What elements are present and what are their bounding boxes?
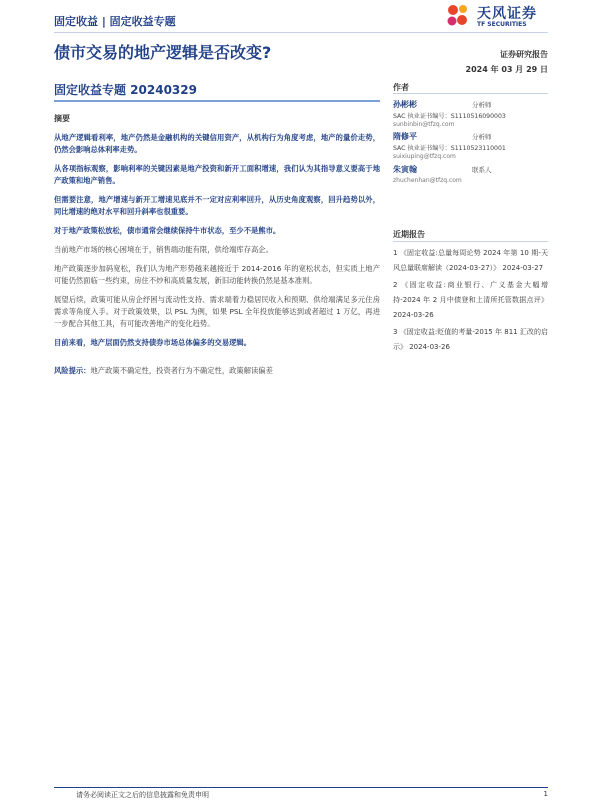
recent-report-item[interactable]: 3 《固定收益:贬值的考量-2015 年 811 汇改的启示》 2024-03-26 [393,328,548,351]
recent-report-item[interactable]: 1 《固定收益:总量每周论势 2024 年第 10 期-天风总量联席解读（2024-03-27）》 2024-03-27 [393,249,548,272]
report-type: 证券研究报告 [500,50,548,59]
report-title: 债市交易的地产逻辑是否改变? [54,43,272,62]
subtitle-rule [54,100,380,102]
author-email[interactable]: zhuchenhan@tfzq.com [393,177,462,184]
recent-reports-list [393,246,548,357]
report-subtitle: 固定收益专题 20240329 [54,83,197,97]
author-role: 分析师 [472,133,492,141]
abstract-section [54,113,380,377]
risk-label: 风险提示： [54,366,91,375]
header-rule [54,32,548,33]
abstract-paragraph: 对于地产政策松放松，债市通常会继续保持牛市状态，至少不是熊市。 [54,226,281,235]
recent-reports-rule [393,241,548,242]
author-name: 隋修平 [393,132,417,141]
abstract-paragraph: 从地产逻辑看利率，地产仍然是金融机构的关键信用资产，从机构行为角度考虑，地产的量价走势，仍然会影响总体利率走势。 [54,133,380,154]
author-name: 朱寅翰 [393,165,417,174]
author-cert: SAC 执业证书编号：S1110523110001 [393,145,506,152]
risk-text: 地产政策不确定性，投资者行为不确定性，政策解读偏差 [90,366,273,375]
abstract-paragraph: 展望后续，政策可能从房企纾困与流动性支持、需求端着力稳居民收入和预期、供给端满足多元住房需求等角度入手。对于政策效果，以 PSL 为例，如果 PSL 全年投放能够达到或者超过 1 万亿，再进一步配合其他工具，有可能改善地产的变化趋势。 [54,295,380,328]
abstract-paragraph: 但需要注意，地产增速与新开工增速见底并不一定对应利率回升，从历史角度观察，回升趋势以外，同比增速的绝对水平和回升斜率也很重要。 [54,195,380,216]
logo-text-en: TF SECURITIES [477,21,527,28]
logo-text-cn: 天风证券 [477,6,537,22]
report-date: 2024 年 03 月 29 日 [465,65,548,74]
risk-warning [54,365,380,377]
page-number: 1 [543,790,548,798]
author-name: 孙彬彬 [393,100,417,109]
header-category: 固定收益 | 固定收益专题 [54,15,176,28]
author-role: 联系人 [472,166,492,174]
logo-mark-icon [444,2,472,30]
footer-disclaimer: 请务必阅读正文之后的信息披露和免责申明 [76,791,209,799]
authors-heading: 作者 [393,83,409,92]
recent-reports-heading: 近期报告 [393,230,425,239]
abstract-conclusion: 目前来看，地产层面仍然支持债券市场总体偏多的交易逻辑。 [54,338,252,347]
authors-rule [393,93,548,94]
abstract-paragraph: 从各项指标观察，影响利率的关键因素是地产投资和新开工面积增速，我们认为其指导意义要高于地产政策和地产销售。 [54,164,380,185]
abstract-heading: 摘要 [54,114,70,123]
abstract-paragraph: 当前地产市场的核心困境在于，销售端动能有限，供给端库存高企。 [54,245,273,254]
footer-rule [54,787,548,788]
recent-report-item[interactable]: 2 《固定收益:商业银行、广义基金大幅增持-2024 年 2 月中债登和上清所托管数据点评》 2024-03-26 [393,281,548,319]
author-role: 分析师 [472,101,492,109]
author-email[interactable]: sunbinbin@tfzq.com [393,121,455,128]
tf-securities-logo [444,2,559,32]
author-email[interactable]: suixiuping@tfzq.com [393,153,456,160]
author-cert: SAC 执业证书编号：S1110516090003 [393,113,506,120]
abstract-paragraph: 地产政策逐步加码宽松，我们认为地产形势越来越接近于 2014-2016 年的宽松状态，但实质上地产可能仍然面临一些约束，房住不炒和高质量发展，新旧动能转换仍然是基本准则。 [54,264,380,285]
